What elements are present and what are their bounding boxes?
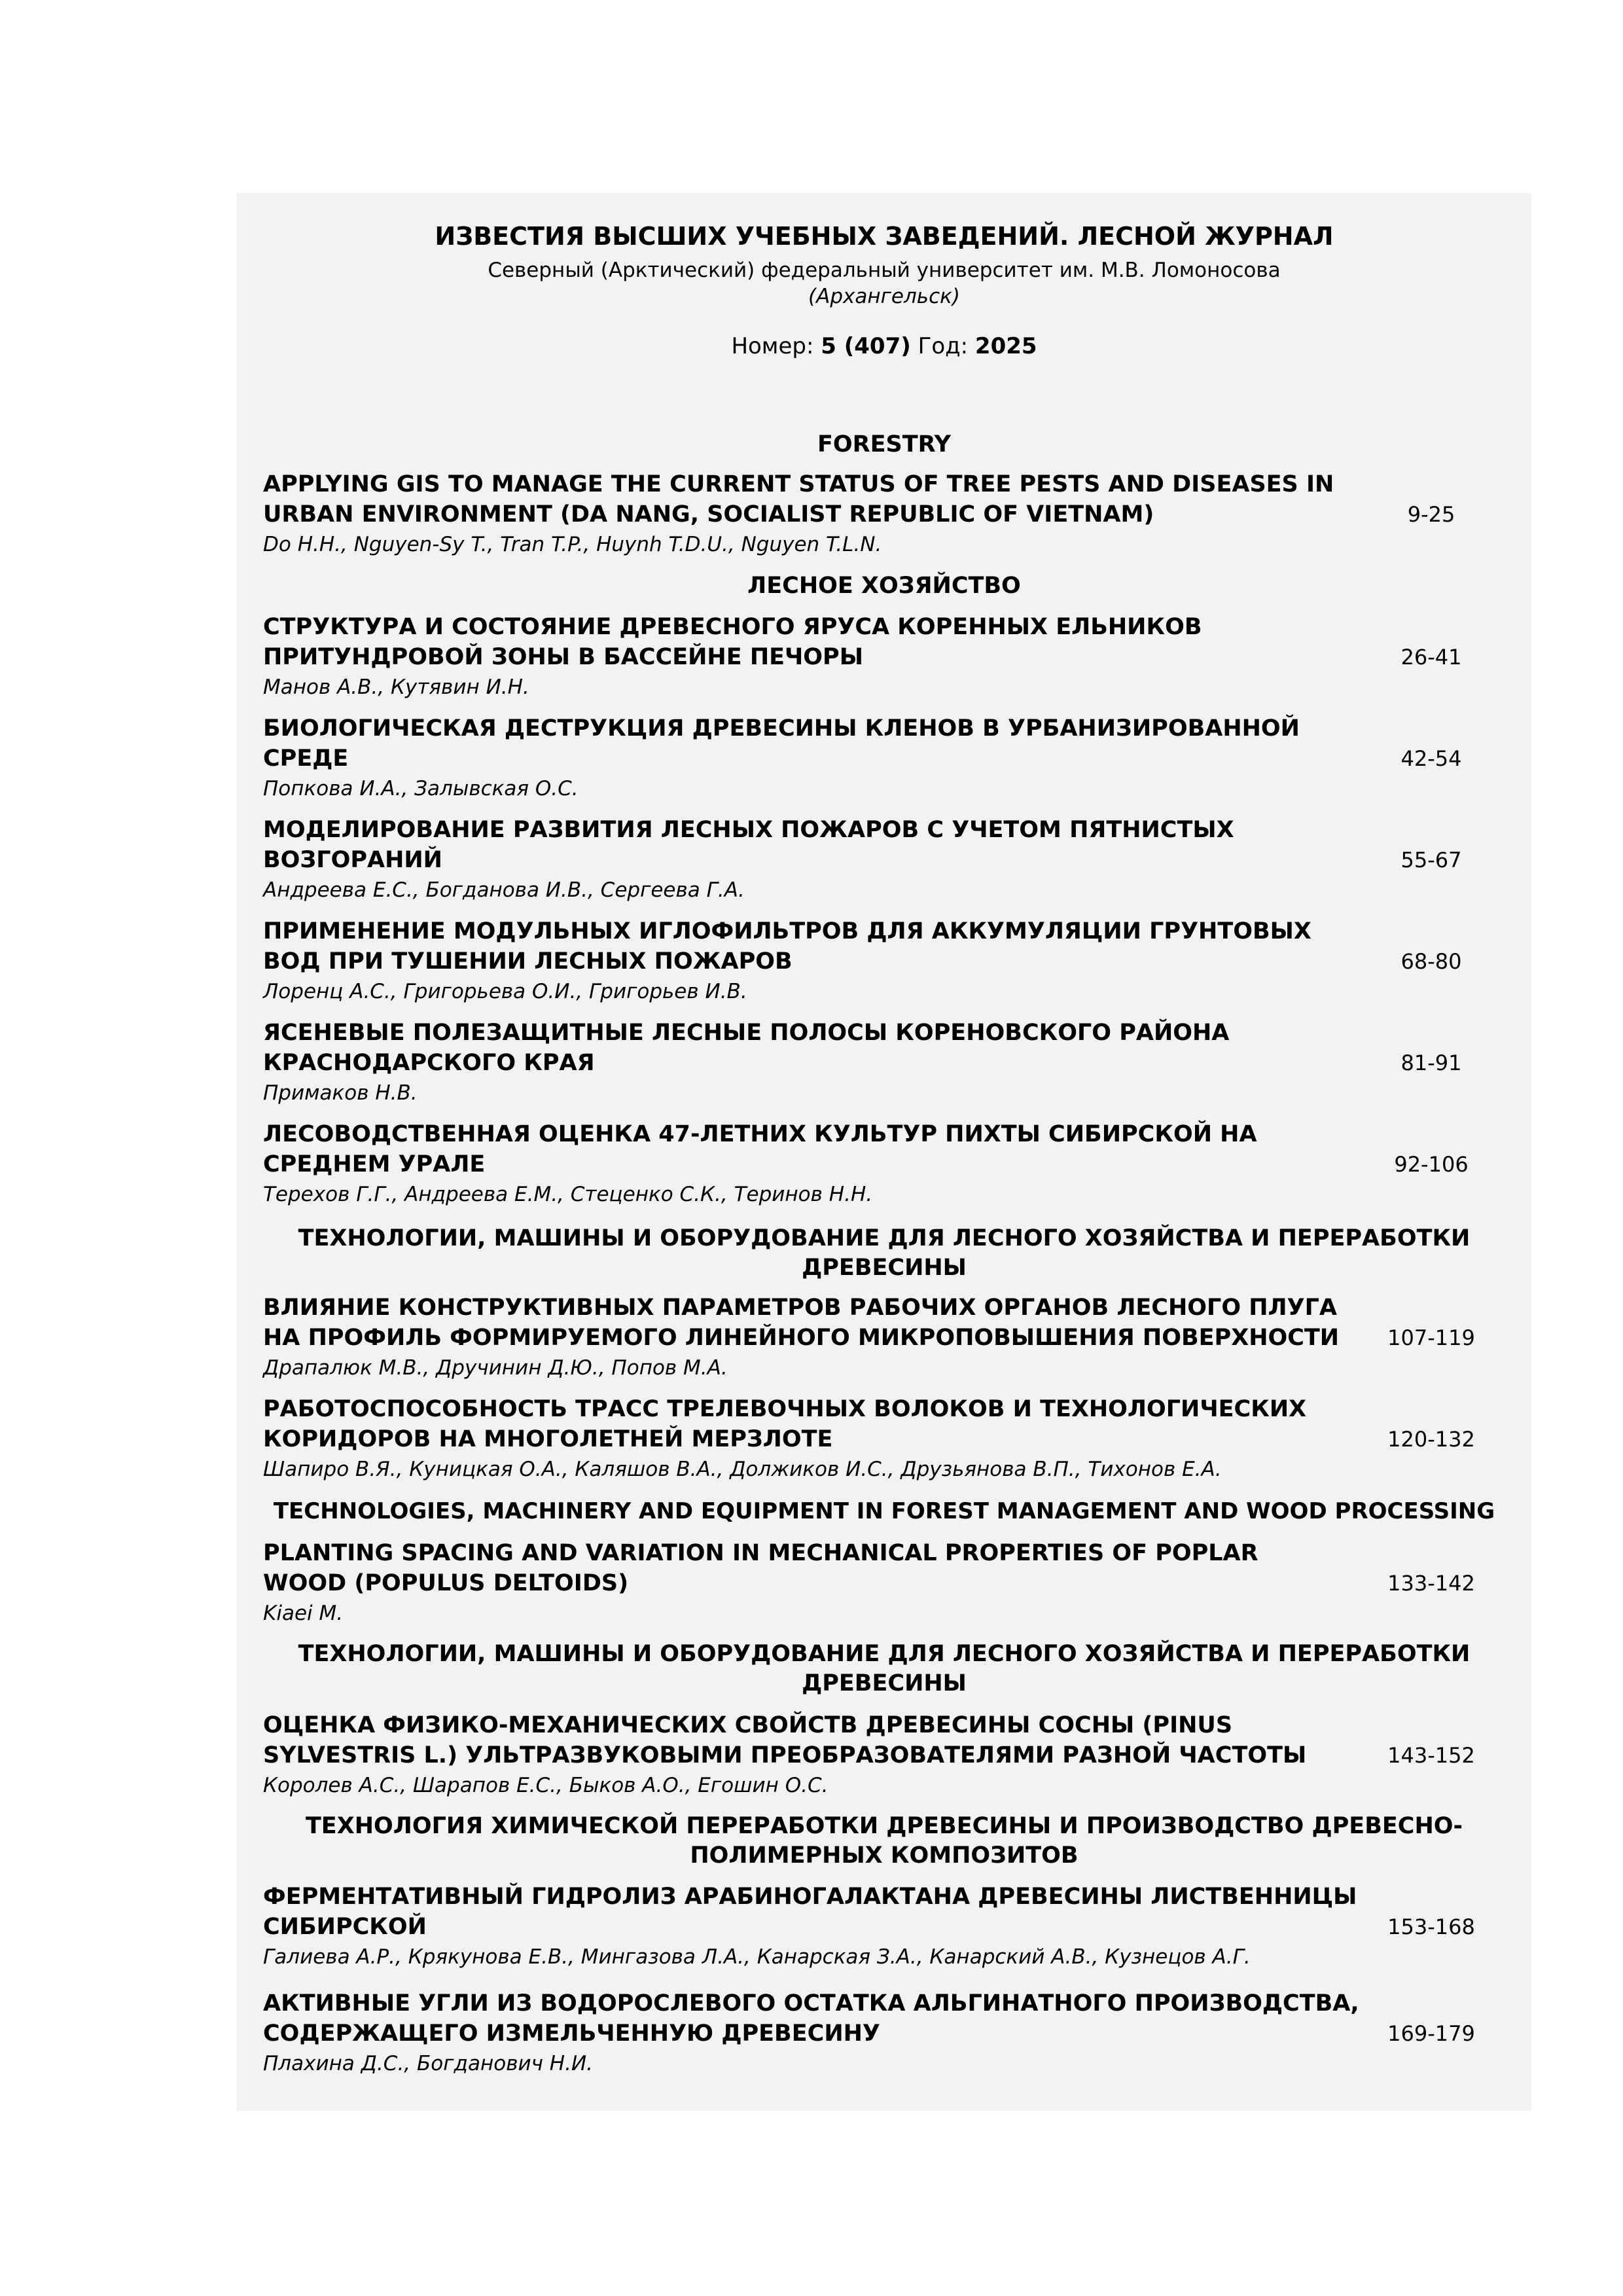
journal-title: ИЗВЕСТИЯ ВЫСШИХ УЧЕБНЫХ ЗАВЕДЕНИЙ. ЛЕСНОЙ ЖУРНАЛ: [435, 222, 1334, 251]
section-heading: FORESTRY: [817, 431, 951, 457]
article-title[interactable]: ОЦЕНКА ФИЗИКО-МЕХАНИЧЕСКИХ СВОЙСТВ ДРЕВЕСИНЫ СОСНЫ (PINUS SYLVESTRIS L.) УЛЬТРАЗВУКОВЫМИ ПРЕОБРАЗОВАТЕЛЯМИ РАЗНОЙ ЧАСТОТЫ: [263, 1712, 1307, 1768]
article-authors: Do H.H., Nguyen-Sy T., Tran T.P., Huynh T.D.U., Nguyen T.L.N.: [263, 533, 882, 556]
table-of-contents: [237, 193, 1531, 2111]
year-label: Год:: [918, 333, 969, 359]
article-authors: Драпалюк М.В., Дручинин Д.Ю., Попов М.А.: [263, 1356, 728, 1380]
article-authors: Плахина Д.С., Богданович Н.И.: [263, 2052, 593, 2075]
article-pages: 143-152: [1387, 1743, 1475, 1768]
article-title[interactable]: МОДЕЛИРОВАНИЕ РАЗВИТИЯ ЛЕСНЫХ ПОЖАРОВ С УЧЕТОМ ПЯТНИСТЫХ ВОЗГОРАНИЙ: [263, 817, 1234, 873]
article-title[interactable]: БИОЛОГИЧЕСКАЯ ДЕСТРУКЦИЯ ДРЕВЕСИНЫ КЛЕНОВ В УРБАНИЗИРОВАННОЙ СРЕДЕ: [263, 715, 1300, 772]
article-pages: 81-91: [1400, 1050, 1462, 1075]
article-pages: 9-25: [1407, 502, 1455, 527]
issue-number: 5 (407): [821, 333, 911, 359]
article-pages: 26-41: [1400, 645, 1462, 670]
article-title[interactable]: ЛЕСОВОДСТВЕННАЯ ОЦЕНКА 47-ЛЕТНИХ КУЛЬТУР ПИХТЫ СИБИРСКОЙ НА СРЕДНЕМ УРАЛЕ: [263, 1121, 1257, 1177]
article-authors: Манов А.В., Кутявин И.Н.: [263, 675, 529, 699]
article-pages: 68-80: [1400, 949, 1462, 974]
article-pages: 55-67: [1400, 848, 1462, 872]
article-pages: 107-119: [1387, 1325, 1475, 1350]
section-heading: ТЕХНОЛОГИЯ ХИМИЧЕСКОЙ ПЕРЕРАБОТКИ ДРЕВЕСИНЫ И ПРОИЗВОДСТВО ДРЕВЕСНО- ПОЛИМЕРНЫХ КОМПОЗИТОВ: [305, 1813, 1463, 1869]
issue-line: [237, 333, 1531, 359]
article-title[interactable]: АКТИВНЫЕ УГЛИ ИЗ ВОДОРОСЛЕВОГО ОСТАТКА АЛЬГИНАТНОГО ПРОИЗВОДСТВА, СОДЕРЖАЩЕГО ИЗМЕЛЬЧЕННУЮ ДРЕВЕСИНУ: [263, 1990, 1359, 2047]
article-authors: Терехов Г.Г., Андреева Е.М., Стеценко С.К., Теринов Н.Н.: [263, 1183, 873, 1206]
article-pages: 133-142: [1387, 1571, 1475, 1596]
article-authors: Попкова И.А., Залывская О.С.: [263, 777, 579, 800]
article-authors: Андреева Е.С., Богданова И.В., Сергеева Г.А.: [263, 878, 745, 902]
article-authors: Королев А.С., Шарапов Е.С., Быков А.О., Егошин О.С.: [263, 1774, 829, 1797]
year-value: 2025: [974, 333, 1037, 359]
article-title[interactable]: PLANTING SPACING AND VARIATION IN MECHANICAL PROPERTIES OF POPLAR WOOD (POPULUS DELTOIDS): [263, 1540, 1258, 1596]
article-pages: 153-168: [1387, 1914, 1475, 1939]
article-title[interactable]: ЯСЕНЕВЫЕ ПОЛЕЗАЩИТНЫЕ ЛЕСНЫЕ ПОЛОСЫ КОРЕНОВСКОГО РАЙОНА КРАСНОДАРСКОГО КРАЯ: [263, 1020, 1230, 1076]
article-authors: Лоренц А.С., Григорьева О.И., Григорьев И.В.: [263, 980, 747, 1003]
article-authors: Шапиро В.Я., Куницкая О.А., Каляшов В.А., Должиков И.С., Друзьянова В.П., Тихонов Е.А.: [263, 1458, 1222, 1481]
publisher-city: (Архангельск): [808, 285, 960, 308]
article-pages: 169-179: [1387, 2021, 1475, 2046]
article-authors: Kiaei M.: [263, 1602, 344, 1625]
section-heading: ТЕХНОЛОГИИ, МАШИНЫ И ОБОРУДОВАНИЕ ДЛЯ ЛЕСНОГО ХОЗЯЙСТВА И ПЕРЕРАБОТКИ ДРЕВЕСИНЫ: [298, 1641, 1471, 1696]
article-title[interactable]: ВЛИЯНИЕ КОНСТРУКТИВНЫХ ПАРАМЕТРОВ РАБОЧИХ ОРГАНОВ ЛЕСНОГО ПЛУГА НА ПРОФИЛЬ ФОРМИРУЕМОГО ЛИНЕЙНОГО МИКРОПОВЫШЕНИЯ ПОВЕРХНОСТИ: [263, 1295, 1340, 1351]
issue-label: Номер:: [731, 333, 814, 359]
article-title[interactable]: РАБОТОСПОСОБНОСТЬ ТРАСС ТРЕЛЕВОЧНЫХ ВОЛОКОВ И ТЕХНОЛОГИЧЕСКИХ КОРИДОРОВ НА МНОГОЛЕТНЕЙ МЕРЗЛОТЕ: [263, 1396, 1307, 1452]
section-heading: ЛЕСНОЕ ХОЗЯЙСТВО: [747, 573, 1021, 599]
section-heading: ТЕХНОЛОГИИ, МАШИНЫ И ОБОРУДОВАНИЕ ДЛЯ ЛЕСНОГО ХОЗЯЙСТВА И ПЕРЕРАБОТКИ ДРЕВЕСИНЫ: [298, 1225, 1471, 1281]
article-pages: 92-106: [1394, 1152, 1469, 1177]
section-heading: TECHNOLOGIES, MACHINERY AND EQUIPMENT IN FOREST MANAGEMENT AND WOOD PROCESSING: [273, 1498, 1495, 1524]
article-pages: 120-132: [1387, 1427, 1475, 1452]
article-authors: Галиева А.Р., Крякунова Е.В., Мингазова Л.А., Канарская З.А., Канарский А.В., Кузнецов А.Г.: [263, 1945, 1251, 1969]
article-title[interactable]: ФЕРМЕНТАТИВНЫЙ ГИДРОЛИЗ АРАБИНОГАЛАКТАНА ДРЕВЕСИНЫ ЛИСТВЕННИЦЫ СИБИРСКОЙ: [263, 1884, 1357, 1940]
article-title[interactable]: APPLYING GIS TO MANAGE THE CURRENT STATUS OF TREE PESTS AND DISEASES IN URBAN ENVIRONMENT (DA NANG, SOCIALIST REPUBLIC OF VIETNAM): [263, 471, 1334, 528]
article-pages: 42-54: [1400, 746, 1462, 771]
article-title[interactable]: СТРУКТУРА И СОСТОЯНИЕ ДРЕВЕСНОГО ЯРУСА КОРЕННЫХ ЕЛЬНИКОВ ПРИТУНДРОВОЙ ЗОНЫ В БАССЕЙНЕ ПЕЧОРЫ: [263, 614, 1202, 670]
publisher: Северный (Арктический) федеральный университет им. М.В. Ломоносова: [488, 259, 1281, 282]
article-title[interactable]: ПРИМЕНЕНИЕ МОДУЛЬНЫХ ИГЛОФИЛЬТРОВ ДЛЯ АККУМУЛЯЦИИ ГРУНТОВЫХ ВОД ПРИ ТУШЕНИИ ЛЕСНЫХ ПОЖАРОВ: [263, 918, 1311, 975]
article-authors: Примаков Н.В.: [263, 1081, 418, 1105]
